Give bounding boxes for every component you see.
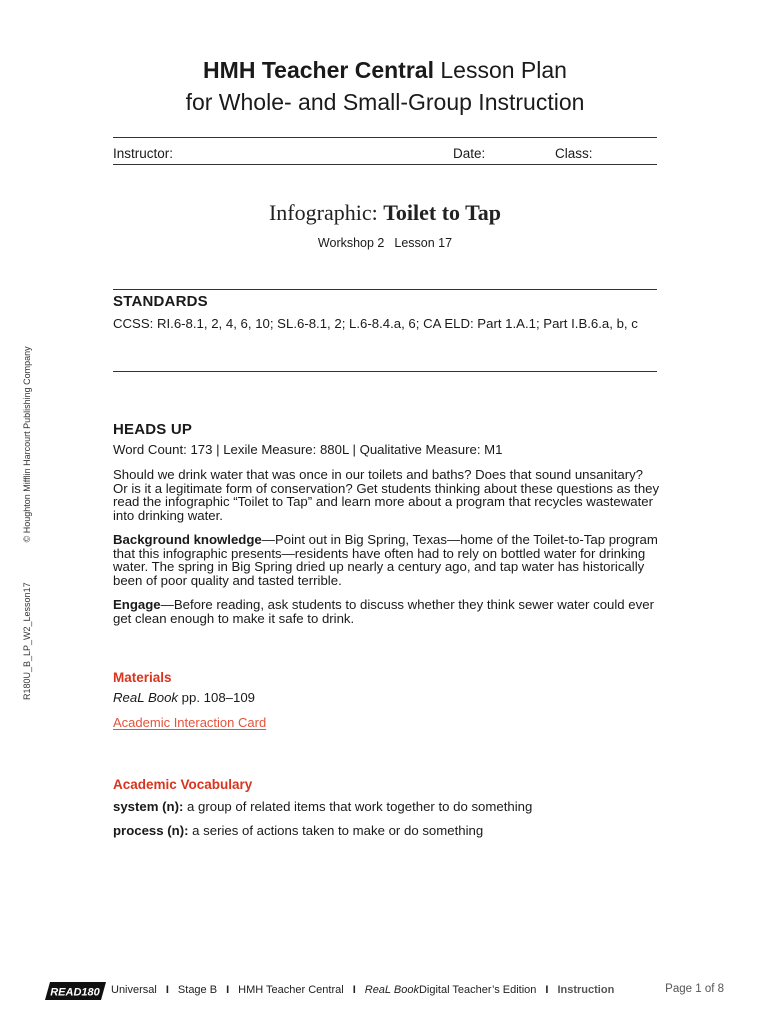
book-pages: pp. 108–109 <box>178 690 256 705</box>
infographic-prefix: Infographic: <box>268 200 384 225</box>
infographic-title <box>0 200 770 226</box>
rule-top <box>113 137 657 138</box>
rule-heads-up <box>113 371 657 372</box>
engage-paragraph <box>113 598 661 625</box>
page-subtitle: for Whole- and Small-Group Instruction <box>185 89 585 115</box>
footer-breadcrumb <box>111 984 614 996</box>
document-code: R180U_B_LP_W2_Lesson17 <box>22 582 32 700</box>
footer-separator: I <box>165 984 169 996</box>
heads-up-heading: HEADS UP <box>113 421 193 438</box>
book-title: ReaL Book <box>113 690 179 705</box>
engage-label: Engage <box>113 597 161 612</box>
footer-item: Universal <box>111 984 157 996</box>
footer-separator: I <box>545 984 549 996</box>
materials-book <box>113 691 661 705</box>
vocab-term: system (n): <box>113 799 184 814</box>
footer-separator: I <box>352 984 356 996</box>
vocab-term: process (n): <box>113 823 189 838</box>
workshop-lesson <box>0 236 770 250</box>
vocabulary-heading: Academic Vocabulary <box>113 777 253 792</box>
materials-heading: Materials <box>113 670 172 685</box>
vocab-item <box>113 800 661 814</box>
background-label: Background knowledge <box>113 532 262 547</box>
vocab-definition: a group of related items that work together to do something <box>183 799 533 814</box>
footer-section: Instruction <box>557 984 615 996</box>
footer-edition-italic: ReaL Book <box>364 984 419 996</box>
title-bold: HMH Teacher Central <box>203 57 434 83</box>
footer <box>44 979 734 1003</box>
footer-item: Stage B <box>177 984 218 996</box>
side-margin-text <box>22 346 32 700</box>
vocab-item <box>113 824 661 838</box>
copyright-notice: © Houghton Mifflin Harcourt Publishing Company <box>22 346 32 543</box>
rule-standards <box>113 289 657 290</box>
engage-text: —Before reading, ask students to discuss whether they think sewer water could ever get clean enough to make it safe to drink. <box>113 597 654 626</box>
read180-logo <box>44 981 107 1001</box>
footer-separator: I <box>226 984 230 996</box>
intro-paragraph: Should we drink water that was once in our toilets and baths? Does that sound unsanitary? Or is it a legitimate form of conservation? Get students thinking about these questions as they read the infographic “Toilet to Tap” and learn more about a program that recycles wastewater into drinking water. <box>113 467 660 523</box>
vocab-definition: a series of actions taken to make or do something <box>188 823 484 838</box>
standards-text: CCSS: RI.6-8.1, 2, 4, 6, 10; SL.6-8.1, 2; L.6-8.4.a, 6; CA ELD: Part 1.A.1; Part I.B.6.a, b, c <box>113 316 638 331</box>
page-title <box>0 57 770 84</box>
footer-item: HMH Teacher Central <box>238 984 344 996</box>
rule-meta <box>113 164 657 165</box>
footer-edition <box>365 984 537 996</box>
logo-text: READ180 <box>50 986 100 999</box>
measures-text: Word Count: 173 | Lexile Measure: 880L | Qualitative Measure: M1 <box>113 442 503 457</box>
background-paragraph <box>113 533 661 587</box>
class-label: Class: <box>555 146 593 161</box>
date-label: Date: <box>453 146 486 161</box>
workshop-label: Workshop 2 <box>317 236 385 250</box>
standards-heading: STANDARDS <box>113 293 208 310</box>
infographic-name: Toilet to Tap <box>383 200 502 225</box>
instructor-label: Instructor: <box>113 146 174 161</box>
footer-edition-rest: Digital Teacher’s Edition <box>418 984 537 996</box>
page-number: Page 1 of 8 <box>665 983 724 995</box>
lesson-label: Lesson 17 <box>394 236 453 250</box>
background-text: —Point out in Big Spring, Texas—home of the Toilet-to-Tap program that this infographic presents—residents have often had to rely on bottled water for drinking water. The spring in Big Spring dried up nearly a century ago, and tap water has historically been of poor quality and tasted terrible. <box>113 532 658 588</box>
academic-interaction-card-link[interactable]: Academic Interaction Card <box>113 715 267 730</box>
title-rest: Lesson Plan <box>433 57 567 83</box>
